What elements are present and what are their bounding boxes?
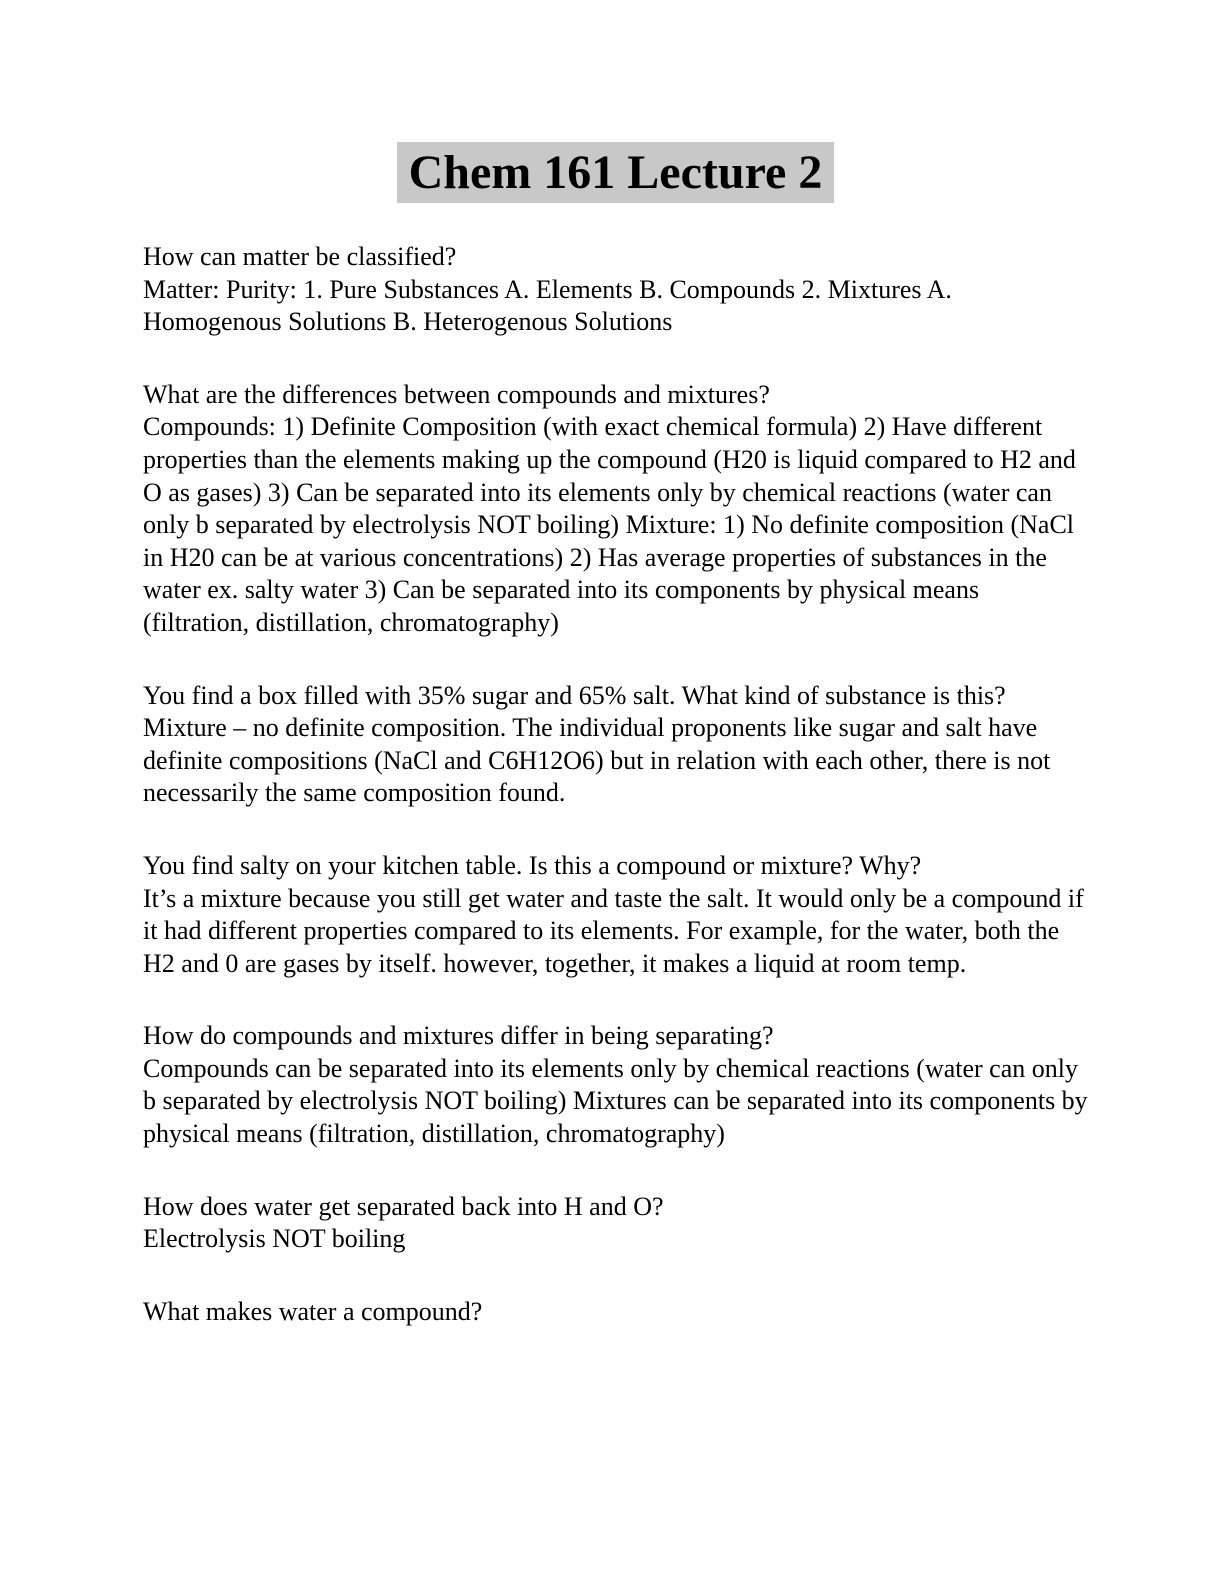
qa-block-1 [143, 241, 1088, 339]
question-text: What are the differences between compounds and mixtures? [143, 379, 770, 409]
title-line [143, 142, 1088, 203]
answer-text: Compounds can be separated into its elements only by chemical reactions (water can only b separated by electrolysis NOT boiling) Mixtures can be separated into its components by physical means (filtration, distillation, chromatography) [143, 1053, 1095, 1149]
question-text: What makes water a compound? [143, 1296, 483, 1326]
answer-text: Mixture – no definite composition. The individual proponents like sugar and salt have definite compositions (NaCl and C6H12O6) but in relation with each other, there is not necessarily the same composition found. [143, 713, 1057, 808]
answer-text: Matter: Purity: 1. Pure Substances A. Elements B. Compounds 2. Mixtures A. Homogenous Solutions B. Heterogenous Solutions [143, 274, 959, 337]
question-text: You find a box filled with 35% sugar and 65% salt. What kind of substance is this? [143, 680, 1006, 710]
answer-text: It’s a mixture because you still get water and taste the salt. It would only be a compound if it had different properties compared to its elements. For example, for the water, both the H2 and 0 are gases by itself. however, together, it makes a liquid at room temp. [143, 883, 1091, 978]
answer-text: Compounds: 1) Definite Composition (with exact chemical formula) 2) Have different properties than the elements making up the compound (H20 is liquid compared to H2 and O as gases) 3) Can be separated into its elements only by chemical reactions (water can only b separated by electrolysis NOT boiling) Mixture: 1) No definite composition (NaCl in H20 can be at various concentrations) 2) Has average properties of substances in the water ex. salty water 3) Can be separated into its components by physical means (filtration, distillation, chromatography) [143, 412, 1083, 637]
question-text: How does water get separated back into H and O? [143, 1191, 664, 1221]
qa-block-2 [143, 379, 1088, 640]
answer-text: Electrolysis NOT boiling [143, 1224, 406, 1254]
qa-block-6 [143, 1191, 1088, 1256]
page-title: Chem 161 Lecture 2 [397, 142, 835, 203]
question-text: How do compounds and mixtures differ in being separating? [143, 1021, 774, 1051]
qa-block-4 [143, 850, 1091, 980]
qa-block-5 [143, 1020, 1095, 1150]
question-text: You find salty on your kitchen table. Is this a compound or mixture? Why? [143, 850, 922, 880]
question-text: How can matter be classified? [143, 242, 457, 271]
qa-block-3 [143, 680, 1088, 810]
qa-block-7 [143, 1296, 1088, 1329]
